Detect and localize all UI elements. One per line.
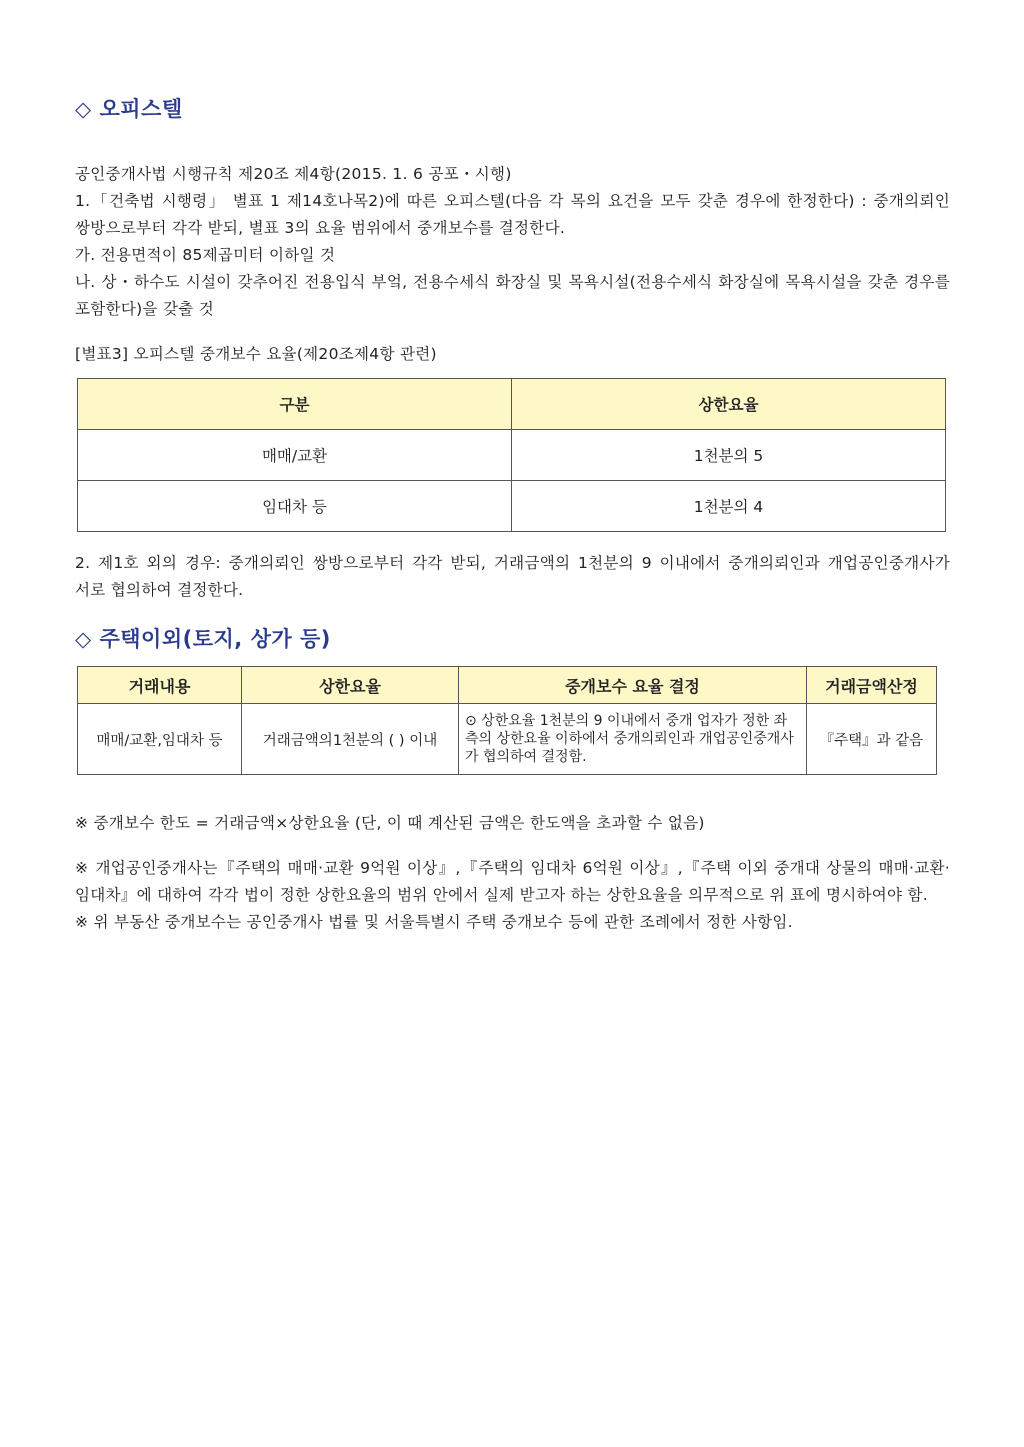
note-legal-basis: ※ 위 부동산 중개보수는 공인중개사 법률 및 서울특별시 주택 중개보수 등에 관한 조례에서 정한 사항임. (75, 913, 793, 931)
table-cell: 1천분의 4 (512, 481, 946, 532)
section-title-non-housing: ◇ 주택이외(토지, 상가 등) (75, 627, 331, 651)
section-title-officetel: ◇ 오피스텔 (75, 97, 183, 121)
table-row (78, 481, 946, 532)
non-housing-rate-table (77, 666, 937, 775)
table-cell-transaction: 매매/교환,임대차 등 (78, 704, 242, 775)
column-header-max-rate: 상한요율 (242, 667, 459, 704)
table-row (78, 704, 937, 775)
column-header-transaction: 거래내용 (78, 667, 242, 704)
clause-2: 2. 제1호 외의 경우: 중개의뢰인 쌍방으로부터 각각 받되, 거래금액의 1천분의 9 이내에서 중개의뢰인과 개업공인중개사가 서로 협의하여 결정한다. (75, 554, 950, 599)
law-reference: 공인중개사법 시행규칙 제20조 제4항(2015. 1. 6 공포・시행) (75, 165, 512, 183)
column-header-amount-calculation: 거래금액산정 (807, 667, 937, 704)
table-cell-amount: 『주택』과 같음 (807, 704, 937, 775)
clause-1-a: 가. 전용면적이 85제곱미터 이하일 것 (75, 246, 336, 264)
table-cell-rate: 거래금액의1천분의 ( ) 이내 (242, 704, 459, 775)
note-rate-display: ※ 개업공인중개사는『주택의 매매·교환 9억원 이상』,『주택의 임대차 6억원 이상』,『주택 이외 중개대 상물의 매매·교환·임대차』에 대하여 각각 법이 정한 상한요율의 범위 안에서 실제 받고자 하는 상한요율을 의무적으로 위 표에 명시하여야 함. (75, 859, 950, 904)
table-cell: 임대차 등 (78, 481, 512, 532)
table-cell-decision: ⊙ 상한요율 1천분의 9 이내에서 중개 업자가 정한 좌측의 상한요율 이하에서 중개의뢰인과 개업공인중개사가 협의하여 결정함. (459, 704, 807, 775)
table-caption: [별표3] 오피스텔 중개보수 요율(제20조제4항 관련) (75, 345, 437, 363)
table-cell: 1천분의 5 (512, 430, 946, 481)
column-header-rate-decision: 중개보수 요율 결정 (459, 667, 807, 704)
clause-1-b: 나. 상・하수도 시설이 갖추어진 전용입식 부엌, 전용수세식 화장실 및 목욕시설(전용수세식 화장실에 목욕시설을 갖춘 경우를 포함한다)을 갖출 것 (75, 273, 950, 318)
table-cell: 매매/교환 (78, 430, 512, 481)
document-page (75, 92, 950, 936)
column-header-category: 구분 (78, 379, 512, 430)
table-header-row (78, 379, 946, 430)
table-header-row (78, 667, 937, 704)
table-row (78, 430, 946, 481)
column-header-max-rate: 상한요율 (512, 379, 946, 430)
note-fee-limit: ※ 중개보수 한도 = 거래금액×상한요율 (단, 이 때 계산된 금액은 한도액을 초과할 수 없음) (75, 814, 705, 832)
clause-1: 1.「건축법 시행령」 별표 1 제14호나목2)에 따른 오피스텔(다음 각 목의 요건을 모두 갖춘 경우에 한정한다) : 중개의뢰인 쌍방으로부터 각각 받되, 별표 3의 요율 범위에서 중개보수를 결정한다. (75, 192, 950, 237)
officetel-rate-table (77, 378, 946, 532)
